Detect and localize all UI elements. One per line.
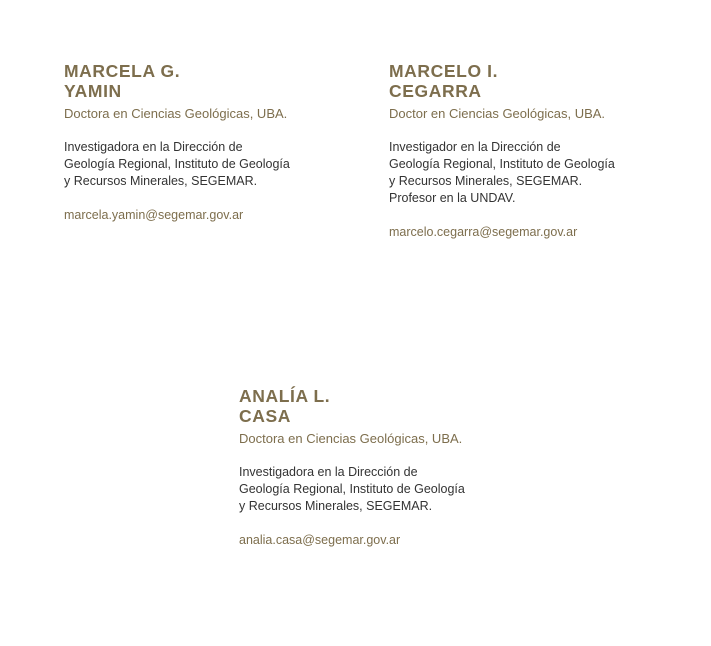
author-name [389, 61, 689, 101]
author-bio-line: Geología Regional, Instituto de Geología [64, 157, 290, 171]
author-name-line2: YAMIN [64, 81, 122, 101]
author-name [64, 61, 354, 101]
author-bio-line: y Recursos Minerales, SEGEMAR. [389, 174, 583, 188]
author-bio-line: y Recursos Minerales, SEGEMAR. [64, 174, 258, 188]
author-name-line1: MARCELO I. [389, 61, 499, 81]
author-name-line1: ANALÍA L. [239, 386, 331, 406]
author-bio [389, 139, 689, 207]
author-card-casa [239, 386, 539, 548]
author-bio-line: Investigadora en la Dirección de [239, 465, 418, 479]
author-name-line2: CASA [239, 406, 291, 426]
author-email-link[interactable]: marcelo.cegarra@segemar.gov.ar [389, 225, 578, 239]
author-card-yamin [64, 61, 354, 223]
author-bio-line: Investigador en la Dirección de [389, 140, 561, 154]
author-bio [239, 464, 539, 515]
author-card-cegarra [389, 61, 689, 240]
author-name-line1: MARCELA G. [64, 61, 181, 81]
author-bio-line: Investigadora en la Dirección de [64, 140, 243, 154]
author-degree: Doctor en Ciencias Geológicas, UBA. [389, 106, 606, 121]
author-bio-line: Profesor en la UNDAV. [389, 191, 516, 205]
author-name-line2: CEGARRA [389, 81, 482, 101]
author-name [239, 386, 539, 426]
author-bio-line: Geología Regional, Instituto de Geología [389, 157, 615, 171]
author-bio-line: y Recursos Minerales, SEGEMAR. [239, 499, 433, 513]
author-degree: Doctora en Ciencias Geológicas, UBA. [64, 106, 288, 121]
author-bio [64, 139, 354, 190]
author-email-link[interactable]: marcela.yamin@segemar.gov.ar [64, 208, 244, 222]
author-bio-line: Geología Regional, Instituto de Geología [239, 482, 465, 496]
author-degree: Doctora en Ciencias Geológicas, UBA. [239, 431, 463, 446]
author-email-link[interactable]: analia.casa@segemar.gov.ar [239, 533, 401, 547]
